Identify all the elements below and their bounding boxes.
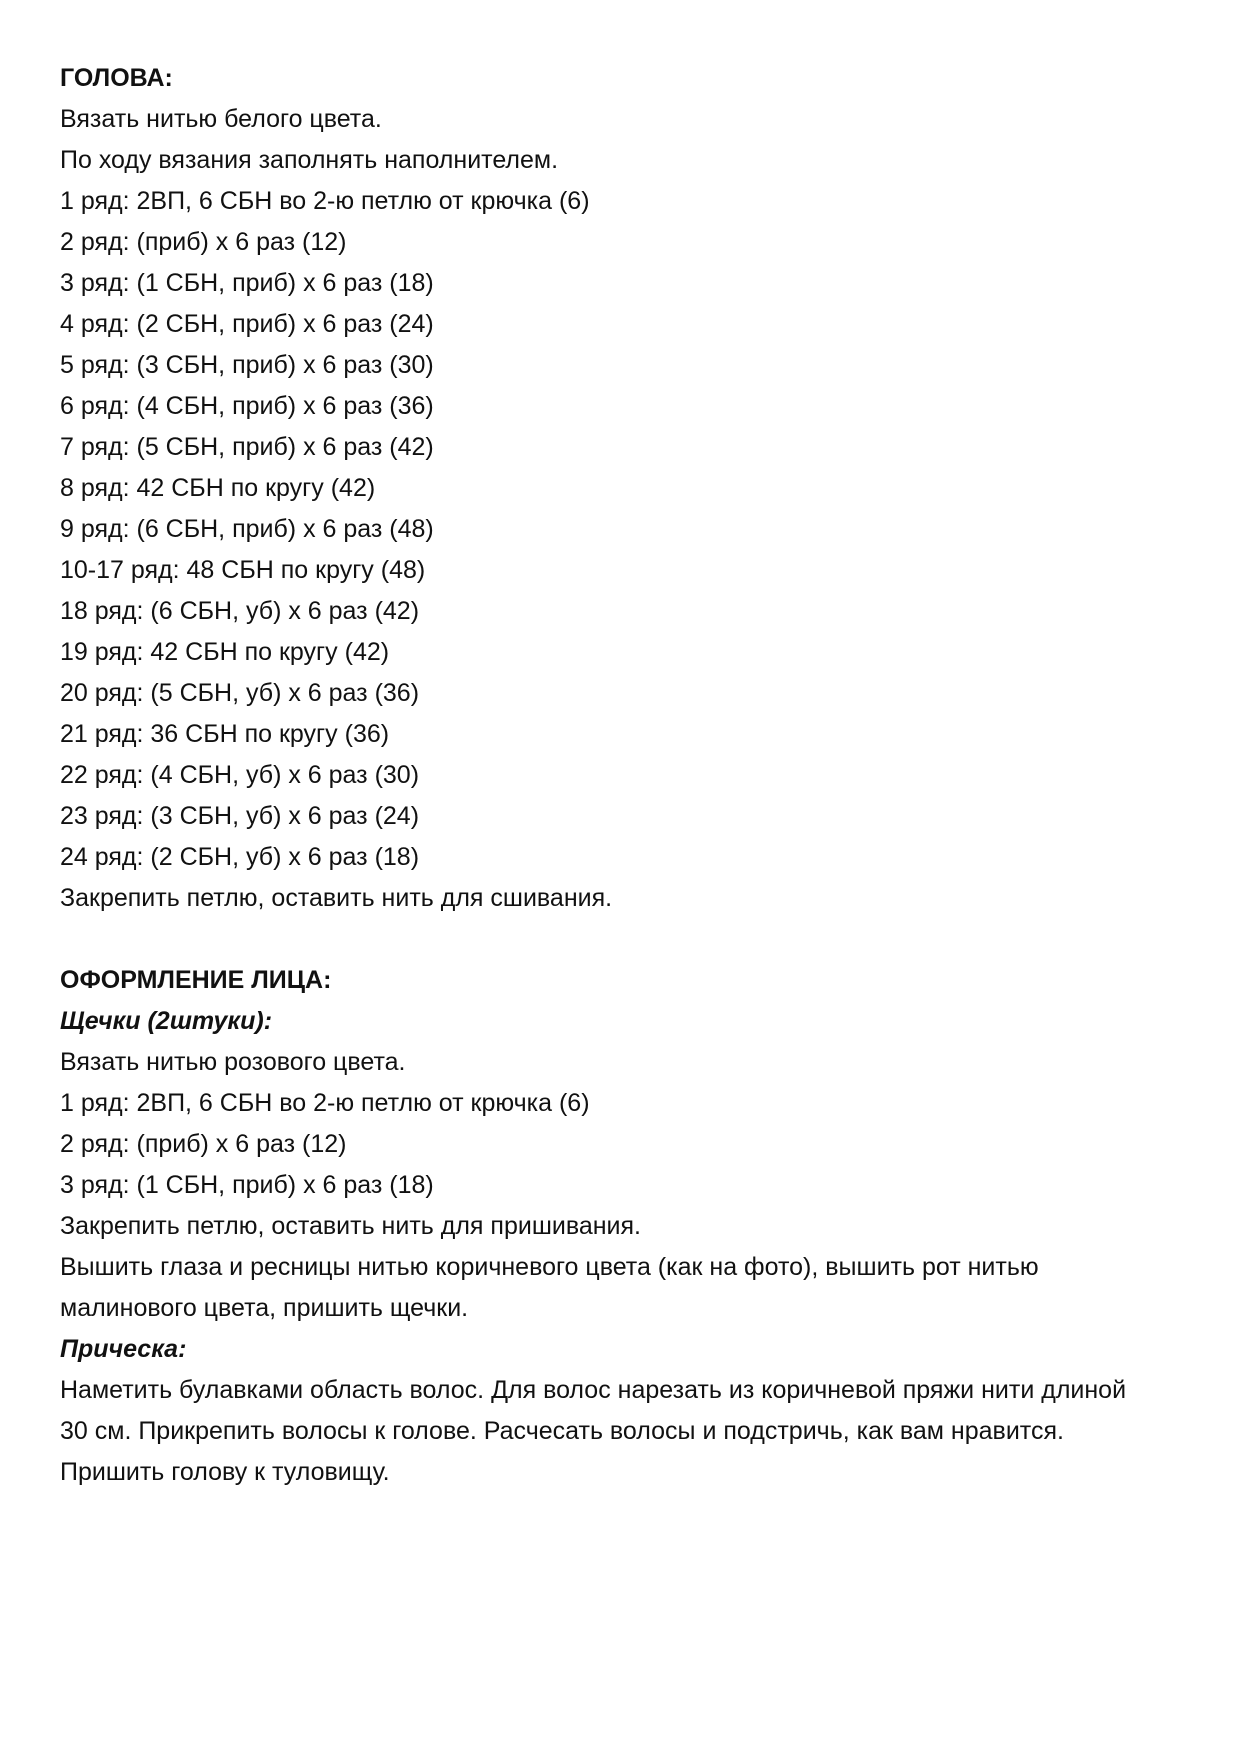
instruction-line: 4 ряд: (2 СБН, приб) х 6 раз (24)	[60, 310, 434, 338]
instruction-line: 23 ряд: (3 СБН, уб) х 6 раз (24)	[60, 802, 420, 830]
instruction-line: 5 ряд: (3 СБН, приб) х 6 раз (30)	[60, 351, 434, 379]
instruction-line: 19 ряд: 42 СБН по кругу (42)	[60, 638, 390, 666]
head-section-title: ГОЛОВА:	[60, 64, 173, 92]
hair-text: Наметить булавками область волос. Для волос нарезать из коричневой пряжи нити длиной 30 см. Прикрепить волосы к голове. Расчесать волосы и подстричь, как вам нравится.	[60, 1376, 1127, 1445]
instruction-line: 1 ряд: 2ВП, 6 СБН во 2-ю петлю от крючка (6)	[60, 1089, 590, 1117]
instruction-line: 20 ряд: (5 СБН, уб) х 6 раз (36)	[60, 679, 420, 707]
final-instruction: Пришить голову к туловищу.	[60, 1458, 390, 1486]
embroidery-text: Вышить глаза и ресницы нитью коричневого цвета (как на фото), вышить рот нитью малинового цвета, пришить щечки.	[60, 1253, 1039, 1322]
instruction-line: 24 ряд: (2 СБН, уб) х 6 раз (18)	[60, 843, 420, 871]
instruction-line: 2 ряд: (приб) х 6 раз (12)	[60, 1130, 347, 1158]
instruction-line: 10-17 ряд: 48 СБН по кругу (48)	[60, 556, 426, 584]
instruction-line: 18 ряд: (6 СБН, уб) х 6 раз (42)	[60, 597, 420, 625]
instruction-line: 7 ряд: (5 СБН, приб) х 6 раз (42)	[60, 433, 434, 461]
instruction-line: 2 ряд: (приб) х 6 раз (12)	[60, 228, 347, 256]
section-gap	[60, 919, 1180, 960]
instruction-line: 8 ряд: 42 СБН по кругу (42)	[60, 474, 376, 502]
instruction-line: 6 ряд: (4 СБН, приб) х 6 раз (36)	[60, 392, 434, 420]
instruction-line: 22 ряд: (4 СБН, уб) х 6 раз (30)	[60, 761, 420, 789]
instruction-line: 9 ряд: (6 СБН, приб) х 6 раз (48)	[60, 515, 434, 543]
instruction-line: 3 ряд: (1 СБН, приб) х 6 раз (18)	[60, 1171, 434, 1199]
instruction-line: Закрепить петлю, оставить нить для сшивания.	[60, 884, 613, 912]
face-section-title: ОФОРМЛЕНИЕ ЛИЦА:	[60, 966, 332, 994]
cheeks-title: Щечки (2штуки):	[60, 1007, 273, 1035]
instruction-line: Вязать нитью белого цвета.	[60, 105, 382, 133]
instruction-line: Закрепить петлю, оставить нить для пришивания.	[60, 1212, 641, 1240]
head-instructions	[60, 99, 1180, 919]
instruction-line: Вязать нитью розового цвета.	[60, 1048, 406, 1076]
instruction-line: 3 ряд: (1 СБН, приб) х 6 раз (18)	[60, 269, 434, 297]
cheeks-instructions	[60, 1042, 1180, 1247]
hair-title: Прическа:	[60, 1335, 187, 1363]
instruction-line: 21 ряд: 36 СБН по кругу (36)	[60, 720, 390, 748]
instruction-line: 1 ряд: 2ВП, 6 СБН во 2-ю петлю от крючка (6)	[60, 187, 590, 215]
instruction-line: По ходу вязания заполнять наполнителем.	[60, 146, 559, 174]
document-page	[60, 58, 1180, 1493]
